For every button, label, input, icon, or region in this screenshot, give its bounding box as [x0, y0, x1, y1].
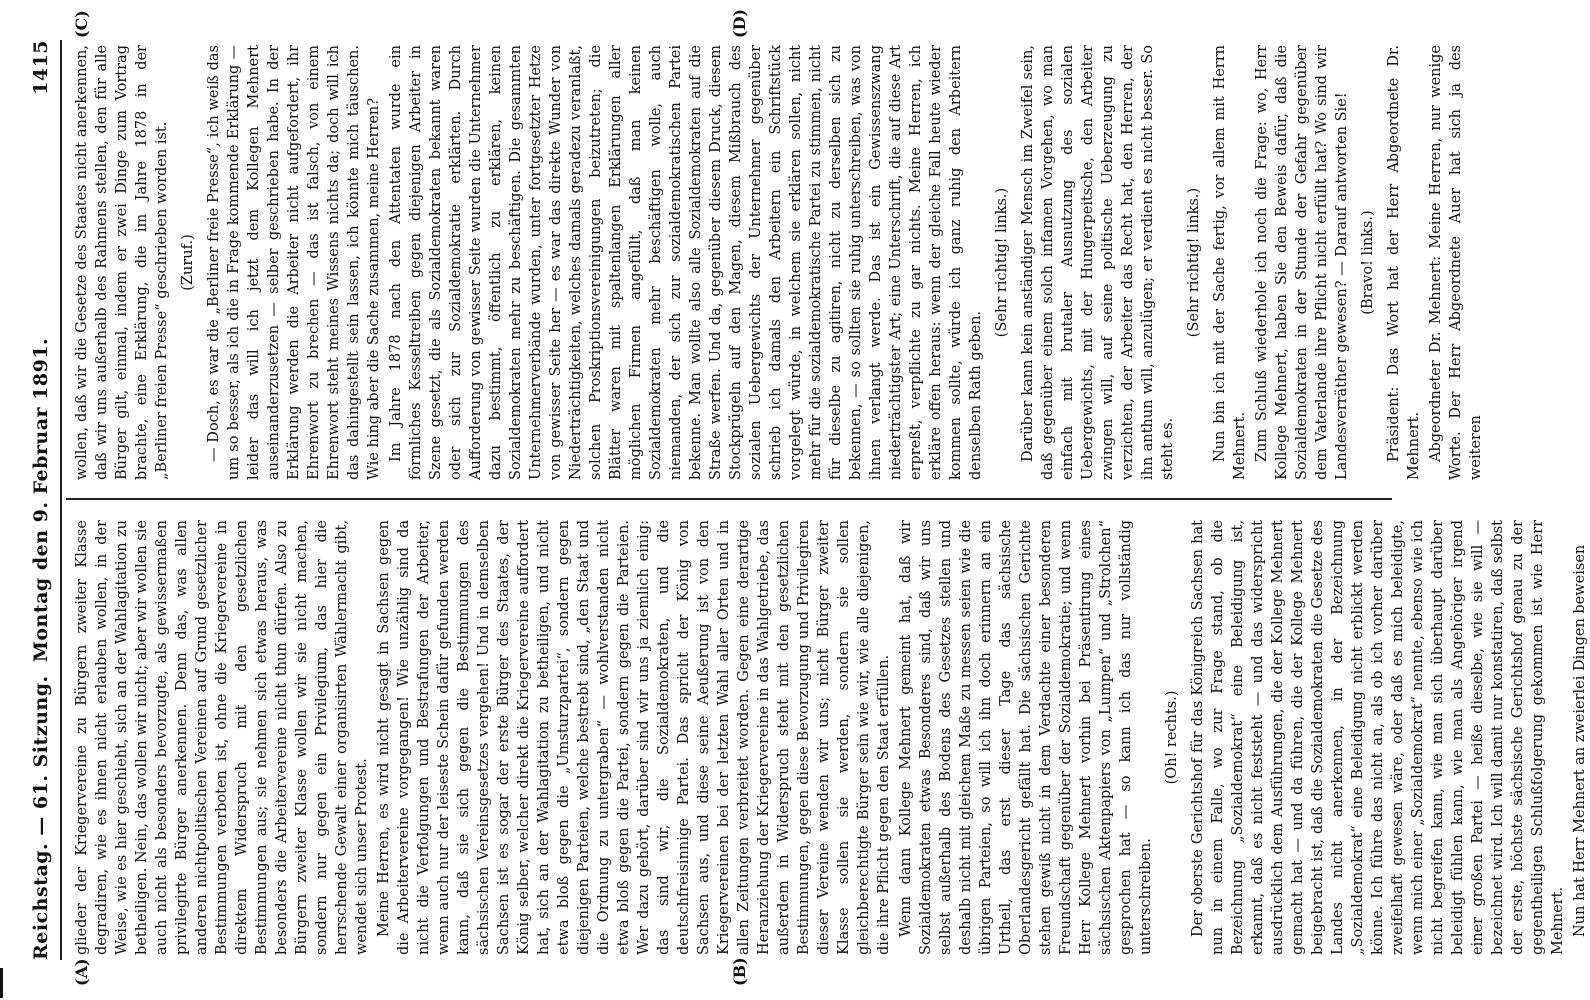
column-divider — [66, 498, 1392, 500]
left-column — [72, 520, 1588, 955]
paragraph: Zum Schluß wiederhole ich noch die Frage: wo, Herr Kollege Mehnert, haben Sie den Beweis dafür, daß die Sozialdemokraten in der Stunde der Gefahr gegenüber dem Vaterlande ihre Pflicht nicht erfüllt hat? Wo sind wir Landesverräther gewesen? — Darauf antworten Sie! — [1254, 45, 1350, 480]
interjection: (Bravo! links.) — [1360, 210, 1376, 315]
interjection: (Sehr richtig! links.) — [994, 187, 1010, 338]
scan-edge-mark — [0, 968, 3, 998]
paragraph: Nun bin ich mit der Sache fertig, vor allem mit Herrn Mehnert. — [1212, 45, 1248, 480]
margin-marker-d: (D) — [730, 8, 749, 38]
interjection: (Oh! rechts.) — [1164, 690, 1180, 785]
interjection: (Sehr richtig! links.) — [1186, 187, 1202, 338]
paragraph: Wenn dann Kollege Mehnert gemeint hat, daß wir Sozialdemokraten etwas Besonderes sind, daß wir uns selbst außerhalb des Bodens des Gesetzes stellen und deshalb nicht mit gleichem Maße zu messen seien wie die übrigen Parteien, so will ich ihn doch erinnern an ein Urtheil, das erst dieser Tage das sächsische Oberlandesgericht gefällt hat. Die sächsischen Gerichte stehen gewiß nicht in dem Verdachte einer besonderen Freundschaft gegenüber der Sozialdemokratie; und wenn Herr Kollege Mehnert vorhin bei Präsentirung eines sächsischen Aktenpapiers von „Lumpen“ und „Strolchen“ gesprochen hat — so kann ich das nur vollständig unterschreiben. — [898, 520, 1154, 955]
paragraph: — Doch, es war die „Berliner freie Presse“, ich weiß das um so besser, als ich die in Frage kommende Erklärung — leider das will ich jetzt dem Kollegen Mehnert auseinanderzusetzen — selber geschrieben habe. In der Erklärung werden die Arbeiter nicht aufgefordert, ihr Ehrenwort zu brechen — das ist falsch, von einem Ehrenwort steht meines Wissens nichts da; doch will ich das dahingestellt sein lassen, ich könnte mich täuschen. Wie hing aber die Sache zusammen, meine Herren? — [206, 45, 382, 480]
paragraph: Abgeordneter Dr. Mehnert: Meine Herren, nur wenige Worte. Der Herr Abgeordnete Auer hat sich ja des weiteren — [1428, 45, 1484, 480]
margin-marker-a: (A) — [72, 958, 91, 986]
paragraph: Der oberste Gerichtshof für das Königreich Sachsen hat nun in einem Falle, wo zur Frage stand, ob die Bezeichnung „Sozialdemokrat“ eine Beleidigung ist, erkannt, daß es nicht feststeht — und das widerspricht ausdrücklich dem Ausführungen, die der Kollege Mehnert gemacht hat — und da führen, die der Kollege Mehnert beigebracht ist, daß die Sozialdemokraten die Gesetze des Landes nicht anerkennen, in der Bezeichnung „Sozialdemokrat“ eine Beleidigung nicht erblickt werden könne. Ich führe das nicht an, als ob ich vorher darüber zweifelhaft gewesen wäre, oder daß es mich beleidigte, wenn mich einer „Sozialdemokrat“ nennte, ebenso wie ich nicht begreifen kann, wie man sich überhaupt darüber beleidigt fühlen kann, wie man als Angehöriger irgend einer großen Partei — heiße dieselbe, wie sie will — bezeichnet wird. Ich will damit nur konstatiren, daß selbst der erste, höchste sächsische Gerichtshof genau zu der gegentheiligen Schlußfolgerung gekommen ist wie Herr Mehnert. — [1190, 520, 1566, 955]
page-header — [30, 40, 62, 960]
paragraph: Im Jahre 1878 nach den Attentaten wurde ein förmliches Kesseltreiben gegen diejenigen Arbeiter in Szene gesetzt, die als Sozialdemokraten bekannt waren oder sich zur Sozialdemokratie erklärten. Durch Aufforderung von gewisser Seite wurden die Unternehmer dazu bestimmt, öffentlich zu erklären, keinen Sozialdemokraten mehr zu beschäftigen. Die gesammten Unternehmerverbände wurden, unter fortgesetzter Hetze von gewisser Seite her — es war das direkte Wunder von Niederträchtigkeiten, welches damals geradezu veranlaßt, solchen Proskriptionsvereinigungen beizutreten; die Blätter waren mit spaltenlangen Erklärungen aller möglichen Firmen angefüllt, daß man keinen Sozialdemokraten mehr beschäftigen wolle, auch niemanden, der sich zur sozialdemokratischen Partei bekenne. Man wollte also alle Sozialdemokraten auf die Straße werfen. Und da, gegenüber diesem Druck, diesem Stockprügeln auf den Magen, diesem Mißbrauch des sozialen Uebergewichts der Unternehmer gegenüber schrieb ich damals den Arbeitern ein Schriftstück vorgelegt würde, in welchem sie erklären sollen, nicht mehr für die sozialdemokratische Partei zu stimmen, nicht für dieselbe zu agitiren, nicht zu derselben sich zu bekennen, — so sollten sie ruhig unterschreiben, was von ihnen verlangt werde. Das ist ein Gewissenszwang niederträchtigster Art; eine Unterschrift, die auf diese Art erpreßt, verpflichte zu gar nichts. Meine Herren, ich erkläre offen heraus: wenn der gleiche Fall heute wieder kommen sollte, würde ich ganz ruhig den Arbeitern denselben Rath geben. — [388, 45, 984, 480]
margin-marker-c: (C) — [72, 10, 91, 38]
interjection: (Zuruf.) — [180, 234, 196, 291]
paragraph: glieder der Kriegervereine zu Bürgern zweiter Klasse degradiren, wie es ihnen nicht erlauben wollen, in der Weise, wie es hier geschieht, sich an der Wahlagitation zu betheiligen. Nein, das wollen wir nicht; aber wir wollen sie auch nicht als besonders bevorzugte, als gewissermaßen privilegirte Bürger anerkennen. Denn das, was allen anderen nichtpolitischen Vereinen auf Grund gesetzlicher Bestimmungen verboten ist, ohne die Kriegervereine in direktem Widerspruch mit den gesetzlichen Bestimmungen aus; sie nehmen sich etwas heraus, was besonders die Arbeitervereine nicht thun dürfen. Also zu Bürgern zweiter Klasse wollen wir sie nicht machen, sondern nur gegen ein Privilegium, das hier die herrschende Gewalt einer organisirten Wählermacht gibt, wendet sich unser Protest. — [74, 520, 370, 955]
paragraph: Meine Herren, es wird nicht gesagt in Sachsen gegen die Arbeitervereine vorgegangen! Wie unzählig sind da nicht die Verfolgungen und Bestrafungen der Arbeiter, wenn auch nur der leiseste Schein dafür gefunden werden kann, daß sie sich gegen die Bestimmungen des sächsischen Vereinsgesetzes vergehen! Und in demselben Sachsen ist es sogar der erste Bürger des Staates, der König selber, welcher direkt die Kriegervereine auffordert hat, sich an der Wahlagitation zu betheiligen, und nicht etwa bloß gegen die „Umsturzpartei“, sondern gegen diejenigen Parteien, welche bestrebt sind, „den Staat und die Ordnung zu untergraben“ — wohlverstanden nicht etwa bloß gegen die Partei, sondern gegen die Parteien. Wer dazu gehört, darüber sind wir uns ja ziemlich einig: das sind wir, die Sozialdemokraten, und die deutschfreisinnige Partei. Das spricht der König von Sachsen aus, und diese seine Aeußerung ist von den Kriegervereinen bei der letzten Wahl aller Orten und in allen Zeitungen verbreitet worden. Gegen eine derartige Heranziehung der Kriegervereine in das Wahlgetriebe, das außerdem in Widerspruch steht mit den gesetzlichen Bestimmungen, gegen diese Bevorzugung und Privilegiren dieser Vereine wenden wir uns; nicht Bürger zweiter Klasse sollen sie werden, sondern sie sollen gleichberechtigte Bürger sein wie wir, wie alle diejenigen, die ihre Pflicht gegen den Staat erfüllen. — [376, 520, 892, 955]
paragraph: Nun hat Herr Mehnert an zweierlei Dingen beweisen — [1572, 544, 1588, 937]
paragraph: Präsident: Das Wort hat der Herr Abgeordnete Dr. Mehnert. — [1386, 45, 1422, 480]
paragraph: Darüber kann kein anständiger Mensch im Zweifel sein, daß gegenüber einem solch infamen Vorgehen, wo man einfach mit brutaler Ausnutzung des sozialen Uebergewichts, mit der Hungerpeitsche, den Arbeiter zwingen will, auf seine politische Ueberzeugung zu verzichten, der Arbeiter das Recht hat, den Herren, der ihn anthun will, anzulügen; er verdient es nicht besser. So steht es. — [1020, 45, 1176, 480]
paragraph: wollen, daß wir die Gesetze des Staates nicht anerkennen, daß wir uns außerhalb des Rahmens stellen, den für alle Bürger gilt, einmal, indem er zwei Dinge zum Vortrag brachte, eine Erklärung, die im Jahre 1878 in der „Berliner freien Presse“ geschrieben worden ist. — [74, 45, 170, 480]
header-session: Reichstag. — 61. Sitzung. — [30, 675, 52, 960]
right-column — [72, 45, 1484, 480]
margin-marker-b: (B) — [730, 957, 749, 986]
header-date: Montag den 9. Februar 1891. — [30, 337, 52, 663]
header-page-number: 1415 — [30, 40, 52, 95]
